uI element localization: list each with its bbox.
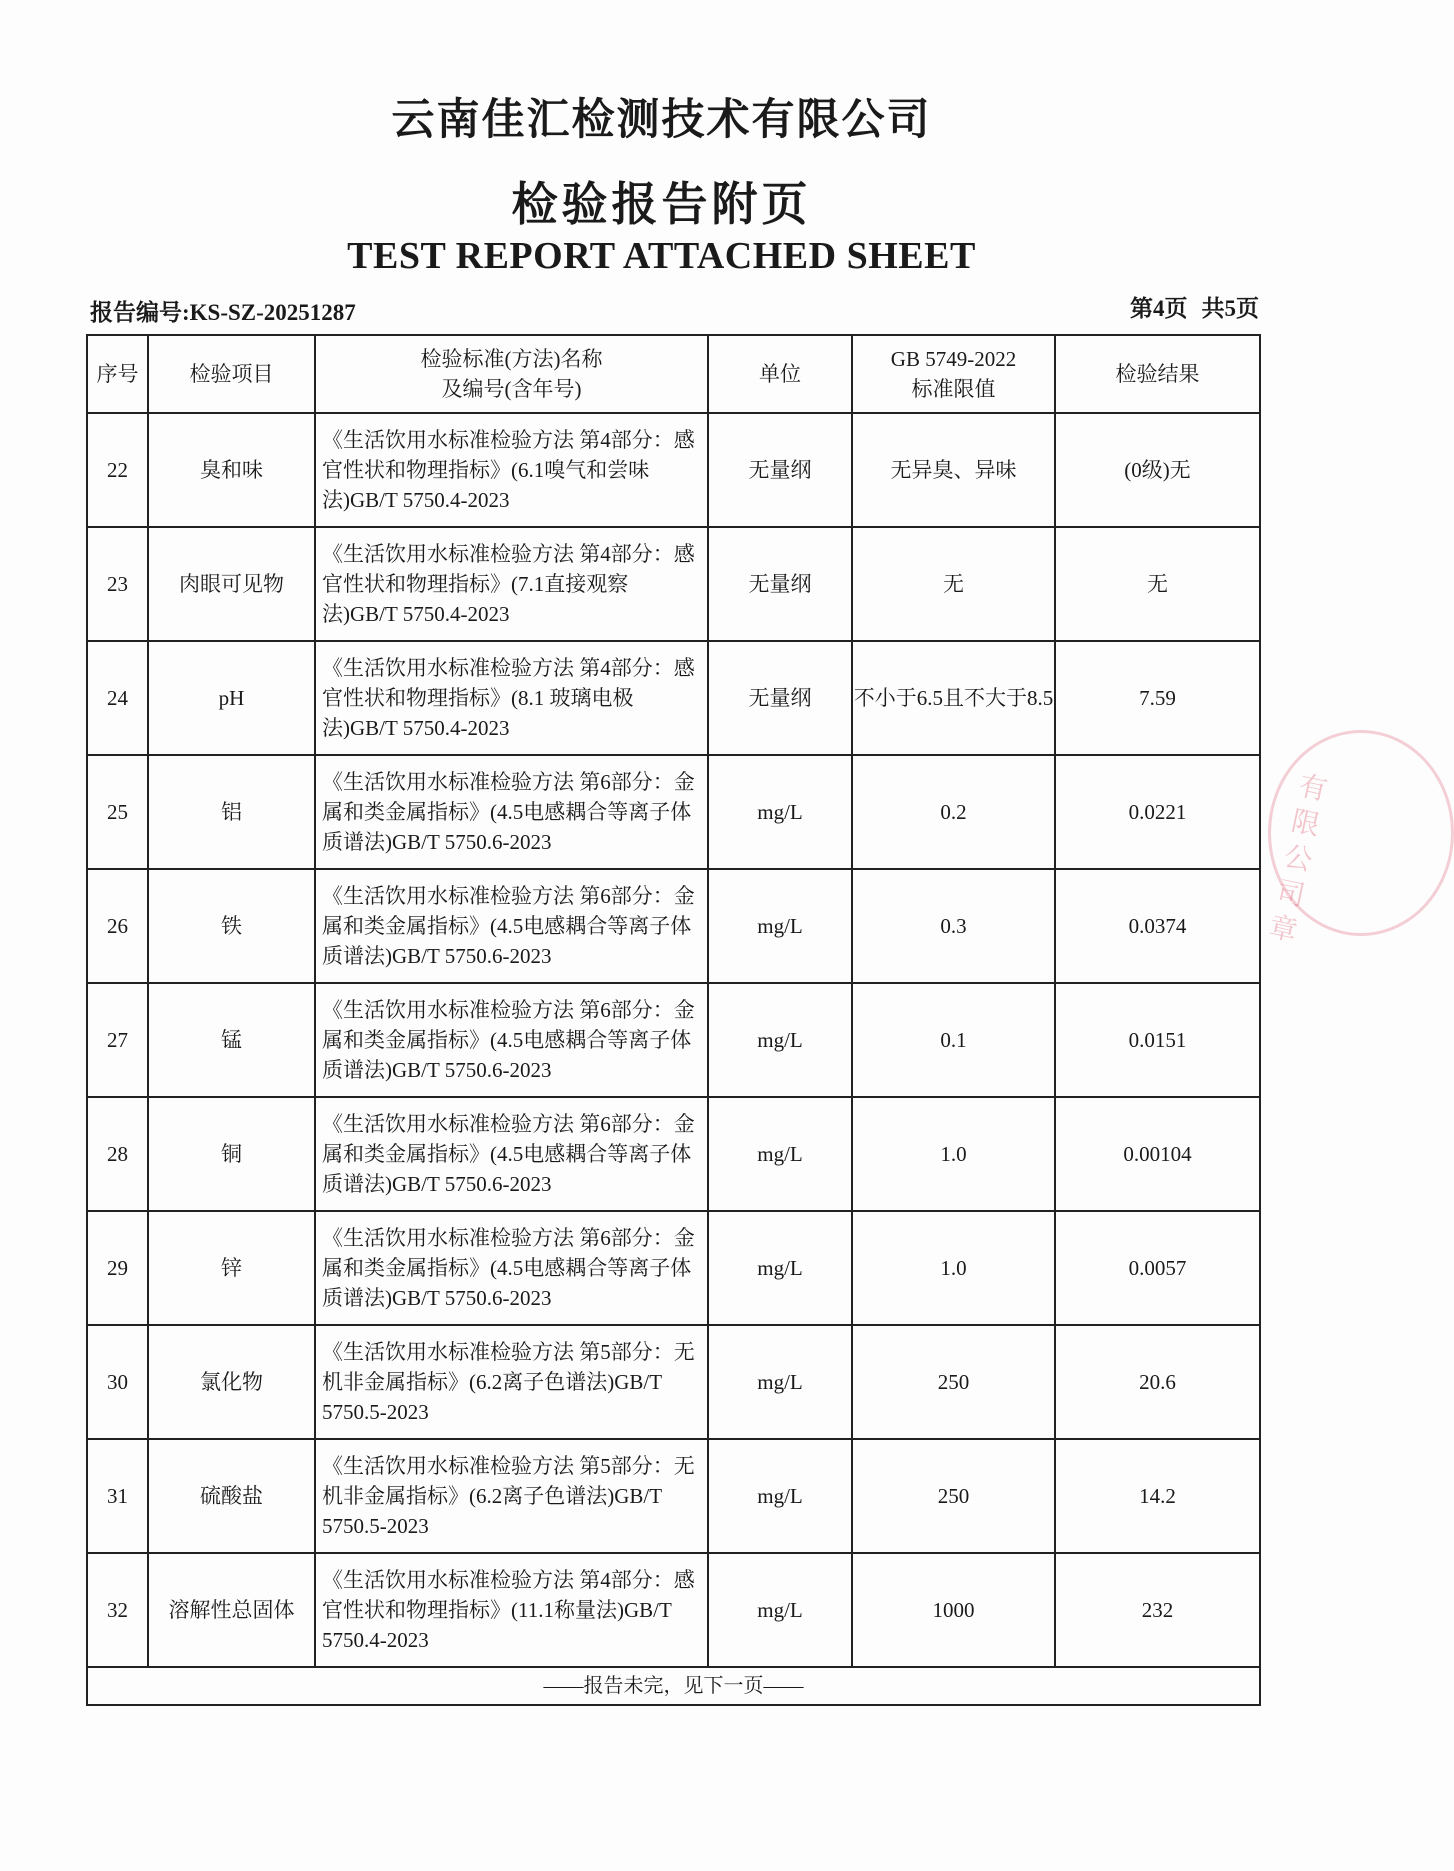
cell-item: 肉眼可见物: [148, 527, 315, 641]
cell-seq: 22: [87, 413, 148, 527]
table-row: [87, 1325, 1260, 1439]
page-indicator: [1130, 290, 1259, 323]
table-row: [87, 413, 1260, 527]
cell-result: (0级)无: [1055, 413, 1260, 527]
cell-result: 20.6: [1055, 1325, 1260, 1439]
cell-result: 0.0374: [1055, 869, 1260, 983]
col-header-seq: 序号: [87, 335, 148, 413]
cell-unit: mg/L: [708, 1097, 852, 1211]
table-row: [87, 1097, 1260, 1211]
cell-limit: 无: [852, 527, 1055, 641]
cell-unit: mg/L: [708, 1439, 852, 1553]
table-row: [87, 1211, 1260, 1325]
col-header-result: 检验结果: [1055, 335, 1260, 413]
cell-item: 铝: [148, 755, 315, 869]
cell-method: 《生活饮用水标准检验方法 第5部分：无机非金属指标》(6.2离子色谱法)GB/T 5750.5-2023: [315, 1325, 708, 1439]
cell-method: 《生活饮用水标准检验方法 第6部分：金属和类金属指标》(4.5电感耦合等离子体质谱法)GB/T 5750.6-2023: [315, 983, 708, 1097]
cell-method: 《生活饮用水标准检验方法 第4部分：感官性状和物理指标》(6.1嗅气和尝味法)GB/T 5750.4-2023: [315, 413, 708, 527]
table-row: [87, 1553, 1260, 1667]
col-header-limit-line2: 标准限值: [911, 377, 996, 401]
col-header-limit: [852, 335, 1055, 413]
cell-item: 氯化物: [148, 1325, 315, 1439]
table-row: [87, 641, 1260, 755]
cell-method: 《生活饮用水标准检验方法 第4部分：感官性状和物理指标》(8.1 玻璃电极法)GB/T 5750.4-2023: [315, 641, 708, 755]
report-title-cn: 检验报告附页: [511, 177, 812, 231]
table-row: [87, 1439, 1260, 1553]
cell-unit: mg/L: [708, 983, 852, 1097]
col-header-method: [315, 335, 708, 413]
cell-result: 14.2: [1055, 1439, 1260, 1553]
cell-limit: 0.2: [852, 755, 1055, 869]
cell-seq: 26: [87, 869, 148, 983]
cell-seq: 31: [87, 1439, 148, 1553]
cell-result: 0.0151: [1055, 983, 1260, 1097]
page-total: 共5页: [1201, 296, 1259, 321]
cell-item: 硫酸盐: [148, 1439, 315, 1553]
cell-method: 《生活饮用水标准检验方法 第4部分：感官性状和物理指标》(7.1直接观察法)GB/T 5750.4-2023: [315, 527, 708, 641]
table-row: [87, 983, 1260, 1097]
cell-limit: 1.0: [852, 1097, 1055, 1211]
cell-result: 无: [1055, 527, 1260, 641]
col-header-method-line2: 及编号(含年号): [441, 377, 582, 401]
cell-item: 臭和味: [148, 413, 315, 527]
cell-unit: mg/L: [708, 1553, 852, 1667]
cell-seq: 23: [87, 527, 148, 641]
cell-limit: 250: [852, 1439, 1055, 1553]
cell-method: 《生活饮用水标准检验方法 第6部分：金属和类金属指标》(4.5电感耦合等离子体质谱法)GB/T 5750.6-2023: [315, 869, 708, 983]
cell-limit: 1.0: [852, 1211, 1055, 1325]
report-title-en: TEST REPORT ATTACHED SHEET: [347, 235, 976, 277]
col-header-item: 检验项目: [148, 335, 315, 413]
cell-result: 0.00104: [1055, 1097, 1260, 1211]
cell-item: pH: [148, 641, 315, 755]
cell-item: 锌: [148, 1211, 315, 1325]
company-seal-text: 有限公司章: [1266, 768, 1331, 948]
cell-result: 7.59: [1055, 641, 1260, 755]
cell-item: 铁: [148, 869, 315, 983]
cell-unit: mg/L: [708, 1325, 852, 1439]
cell-limit: 250: [852, 1325, 1055, 1439]
table-header-row: [87, 335, 1260, 413]
page-current: 第4页: [1130, 296, 1188, 321]
cell-seq: 30: [87, 1325, 148, 1439]
col-header-unit: 单位: [708, 335, 852, 413]
cell-limit: 1000: [852, 1553, 1055, 1667]
cell-seq: 28: [87, 1097, 148, 1211]
cell-seq: 24: [87, 641, 148, 755]
cell-limit: 0.3: [852, 869, 1055, 983]
cell-item: 铜: [148, 1097, 315, 1211]
table-footer-row: [87, 1667, 1260, 1705]
cell-seq: 32: [87, 1553, 148, 1667]
cell-item: 锰: [148, 983, 315, 1097]
cell-method: 《生活饮用水标准检验方法 第4部分：感官性状和物理指标》(11.1称量法)GB/T 5750.4-2023: [315, 1553, 708, 1667]
company-name: 云南佳汇检测技术有限公司: [391, 95, 932, 145]
cell-unit: 无量纲: [708, 527, 852, 641]
cell-limit: 0.1: [852, 983, 1055, 1097]
col-header-limit-line1: GB 5749-2022: [890, 347, 1017, 371]
cell-unit: 无量纲: [708, 413, 852, 527]
cell-unit: mg/L: [708, 869, 852, 983]
cell-unit: 无量纲: [708, 641, 852, 755]
table-row: [87, 527, 1260, 641]
cell-unit: mg/L: [708, 755, 852, 869]
cell-item: 溶解性总固体: [148, 1553, 315, 1667]
continued-note: ——报告未完，见下一页——: [87, 1667, 1260, 1705]
table-row: [87, 755, 1260, 869]
cell-method: 《生活饮用水标准检验方法 第6部分：金属和类金属指标》(4.5电感耦合等离子体质谱法)GB/T 5750.6-2023: [315, 1211, 708, 1325]
cell-seq: 29: [87, 1211, 148, 1325]
cell-method: 《生活饮用水标准检验方法 第6部分：金属和类金属指标》(4.5电感耦合等离子体质谱法)GB/T 5750.6-2023: [315, 1097, 708, 1211]
cell-limit: 不小于6.5且不大于8.5: [852, 641, 1055, 755]
cell-seq: 27: [87, 983, 148, 1097]
cell-method: 《生活饮用水标准检验方法 第5部分：无机非金属指标》(6.2离子色谱法)GB/T 5750.5-2023: [315, 1439, 708, 1553]
report-number: 报告编号:KS-SZ-20251287: [90, 300, 356, 325]
cell-seq: 25: [87, 755, 148, 869]
cell-result: 232: [1055, 1553, 1260, 1667]
cell-unit: mg/L: [708, 1211, 852, 1325]
results-table: [86, 334, 1261, 1706]
cell-result: 0.0221: [1055, 755, 1260, 869]
col-header-method-line1: 检验标准(方法)名称: [420, 347, 603, 371]
cell-limit: 无异臭、异味: [852, 413, 1055, 527]
cell-result: 0.0057: [1055, 1211, 1260, 1325]
table-row: [87, 869, 1260, 983]
cell-method: 《生活饮用水标准检验方法 第6部分：金属和类金属指标》(4.5电感耦合等离子体质谱法)GB/T 5750.6-2023: [315, 755, 708, 869]
